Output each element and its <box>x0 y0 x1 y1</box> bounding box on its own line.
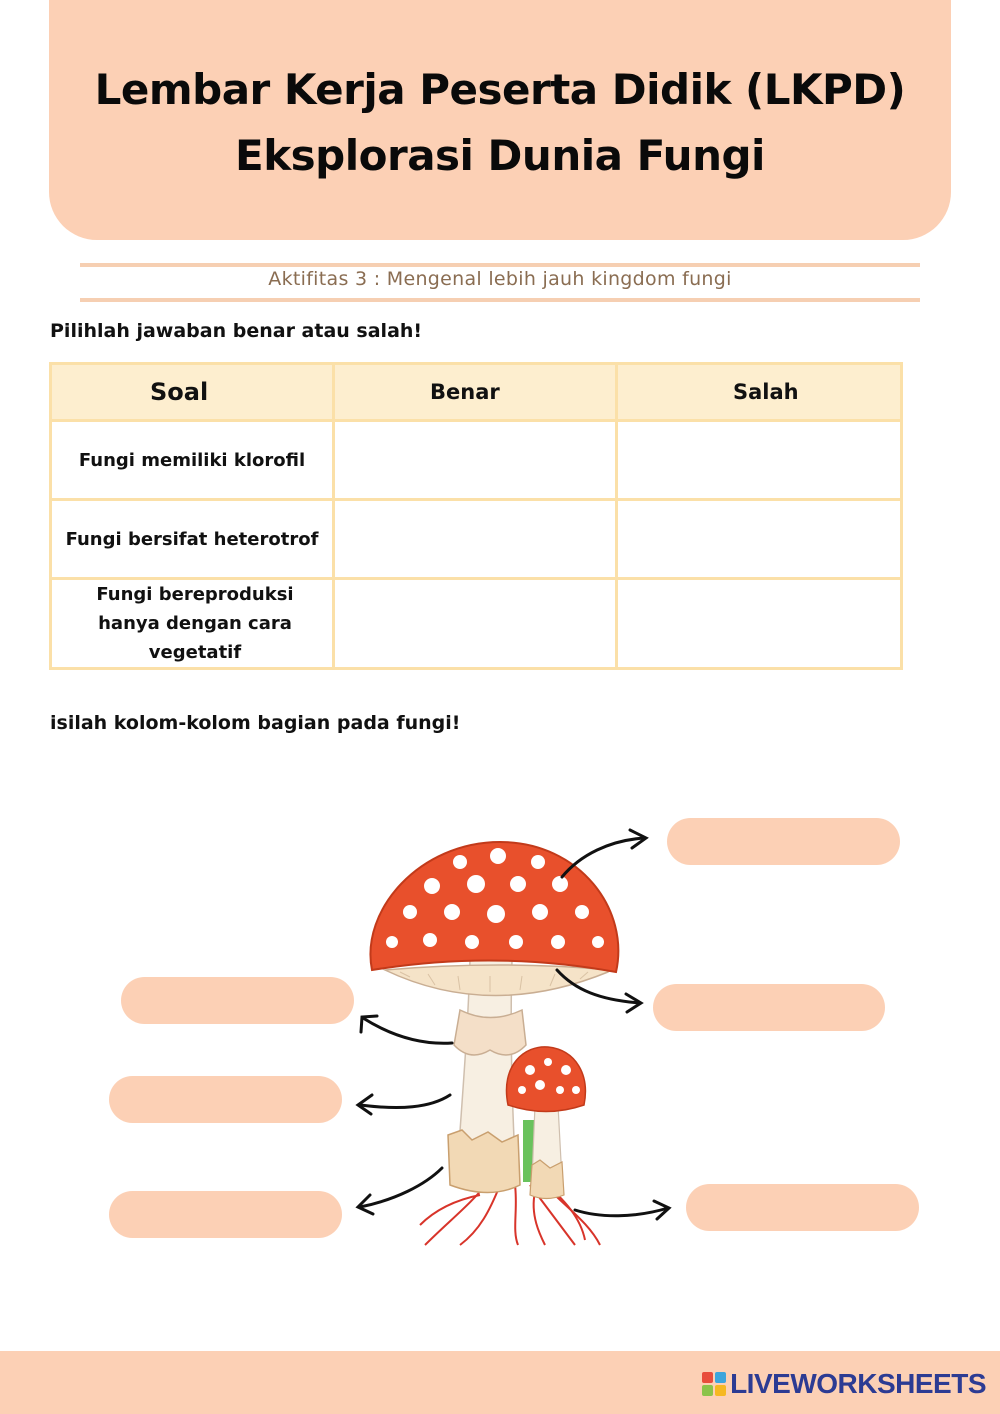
question-cell: Fungi bereproduksi hanya dengan cara vegetatif <box>51 579 334 669</box>
answer-salah-cell[interactable] <box>617 500 902 579</box>
answer-field-stalk[interactable] <box>109 1076 342 1123</box>
answer-benar-cell[interactable] <box>334 421 617 500</box>
table-row <box>51 579 902 669</box>
title-line-1: Lembar Kerja Peserta Didik (LKPD) <box>94 65 906 114</box>
answer-field-ring[interactable] <box>121 977 354 1024</box>
header-benar: Benar <box>334 364 617 421</box>
divider-bottom <box>80 298 920 302</box>
liveworksheets-icon <box>702 1372 726 1396</box>
header-soal: Soal <box>51 364 334 421</box>
liveworksheets-logo <box>702 1368 986 1400</box>
answer-field-volva[interactable] <box>109 1191 342 1238</box>
table-row <box>51 421 902 500</box>
answer-benar-cell[interactable] <box>334 500 617 579</box>
answer-benar-cell[interactable] <box>334 579 617 669</box>
title-line-2: Eksplorasi Dunia Fungi <box>235 131 765 180</box>
question-cell: Fungi memiliki klorofil <box>51 421 334 500</box>
question-cell: Fungi bersifat heterotrof <box>51 500 334 579</box>
table-row <box>51 500 902 579</box>
answer-salah-cell[interactable] <box>617 579 902 669</box>
header-salah: Salah <box>617 364 902 421</box>
instruction-label-parts: isilah kolom-kolom bagian pada fungi! <box>50 712 461 734</box>
mushroom-diagram-image <box>340 800 700 1260</box>
table-header-row <box>51 364 902 421</box>
true-false-table <box>49 362 903 670</box>
activity-label: Aktifitas 3 : Mengenal lebih jauh kingdom fungi <box>268 268 732 290</box>
title-banner <box>49 0 951 240</box>
brand-name: LIVEWORKSHEETS <box>730 1368 986 1399</box>
answer-salah-cell[interactable] <box>617 421 902 500</box>
answer-field-mycelium[interactable] <box>686 1184 919 1231</box>
instruction-true-false: Pilihlah jawaban benar atau salah! <box>50 320 423 342</box>
divider-top <box>80 263 920 267</box>
answer-field-cap[interactable] <box>667 818 900 865</box>
